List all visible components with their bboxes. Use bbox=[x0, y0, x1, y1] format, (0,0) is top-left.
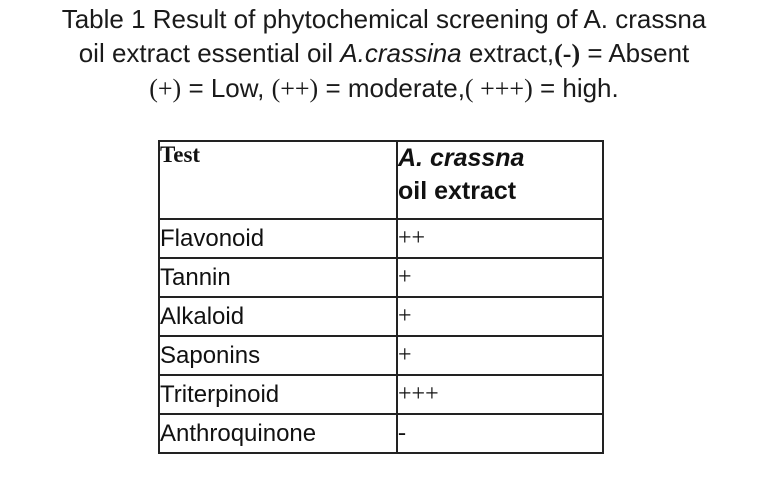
test-value-cell: +++ bbox=[397, 375, 603, 414]
test-value-cell: + bbox=[397, 258, 603, 297]
caption-species-name: A.crassina bbox=[340, 38, 462, 68]
caption-text-segment: = moderate, bbox=[318, 73, 465, 103]
caption-text-segment: = Absent bbox=[580, 38, 690, 68]
test-value-cell: - bbox=[397, 414, 603, 453]
caption-line-2 bbox=[0, 36, 768, 71]
table-caption bbox=[0, 2, 768, 106]
header-test: Test bbox=[159, 141, 397, 219]
table-row bbox=[159, 297, 603, 336]
test-name-cell: Triterpinoid bbox=[159, 375, 397, 414]
test-name-cell: Anthroquinone bbox=[159, 414, 397, 453]
table-header-row bbox=[159, 141, 603, 219]
test-name-cell: Alkaloid bbox=[159, 297, 397, 336]
caption-text-segment: extract, bbox=[461, 38, 555, 68]
caption-absent-symbol: (-) bbox=[554, 39, 581, 68]
table-row bbox=[159, 219, 603, 258]
table-row bbox=[159, 336, 603, 375]
caption-high-symbol: ( +++) bbox=[464, 74, 533, 103]
caption-line-1 bbox=[0, 2, 768, 36]
header-extract-species: A. crassna bbox=[398, 144, 525, 172]
caption-text-segment: = high. bbox=[532, 73, 619, 103]
table-row bbox=[159, 414, 603, 453]
header-extract bbox=[397, 141, 603, 219]
caption-line-3 bbox=[0, 71, 768, 106]
test-value-cell: ++ bbox=[397, 219, 603, 258]
test-name-cell: Flavonoid bbox=[159, 219, 397, 258]
caption-text-segment: = Low, bbox=[181, 73, 272, 103]
table-row bbox=[159, 258, 603, 297]
caption-low-symbol: (+) bbox=[149, 74, 182, 103]
header-extract-rest: oil extract bbox=[398, 177, 517, 205]
caption-text-segment: oil extract essential oil bbox=[78, 38, 341, 68]
caption-moderate-symbol: (++) bbox=[271, 74, 319, 103]
test-value-cell: + bbox=[397, 336, 603, 375]
caption-line-1-text: Table 1 Result of phytochemical screening of A. crassna bbox=[61, 4, 707, 34]
test-value-cell: + bbox=[397, 297, 603, 336]
test-name-cell: Saponins bbox=[159, 336, 397, 375]
test-name-cell: Tannin bbox=[159, 258, 397, 297]
table-row bbox=[159, 375, 603, 414]
screening-table bbox=[158, 140, 604, 454]
